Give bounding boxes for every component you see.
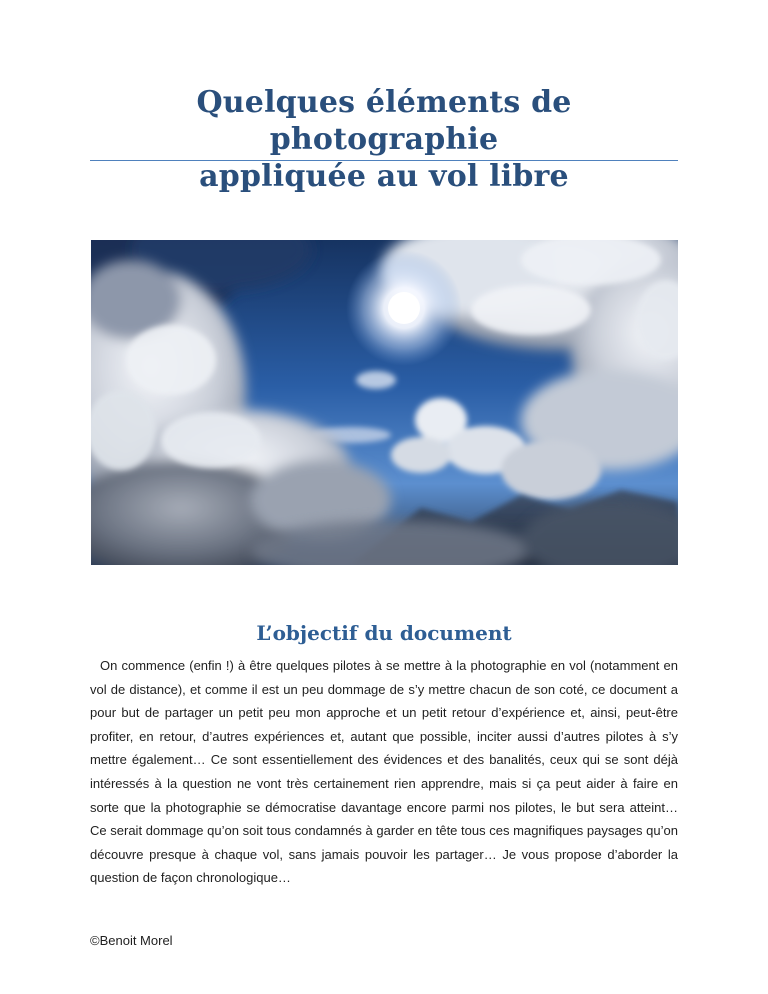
document-title-line-2: appliquée au vol libre [199,159,569,194]
document-title [90,84,678,195]
sky-clouds-photo-icon [91,240,678,565]
title-block [90,84,678,195]
document-title-line-1: Quelques éléments de photographie [196,85,572,157]
title-underline [90,160,678,161]
section-heading: L’objectif du document [256,621,512,645]
footer-copyright: ©Benoit Morel [90,933,173,948]
sky-clouds-photo [91,240,678,565]
body-paragraph: On commence (enfin !) à être quelques pilotes à se mettre à la photographie en vol (notamment en vol de distance), et comme il est un peu dommage de s’y mettre chacun de son coté, ce document a pour but de partager un petit peu mon approche et un petit retour d’expérience et, ainsi, peut-être profiter, en retour, d’autres expériences et, autant que possible, inciter aussi d’autres pilotes à s’y mettre également… Ce sont essentiellement des évidences et des banalités, ceux qui se sont déjà intéressés à la question ne vont très certainement rien apprendre, mais si ça peut aider à faire en sorte que la photographie se démocratise davantage encore parmi nos pilotes, le but sera atteint… Ce serait dommage qu’on soit tous condamnés à garder en tête tous ces magnifiques paysages qu’on découvre presque à chaque vol, sans jamais pouvoir les partager… Je vous propose d’aborder la question de façon chronologique… [90,658,678,886]
